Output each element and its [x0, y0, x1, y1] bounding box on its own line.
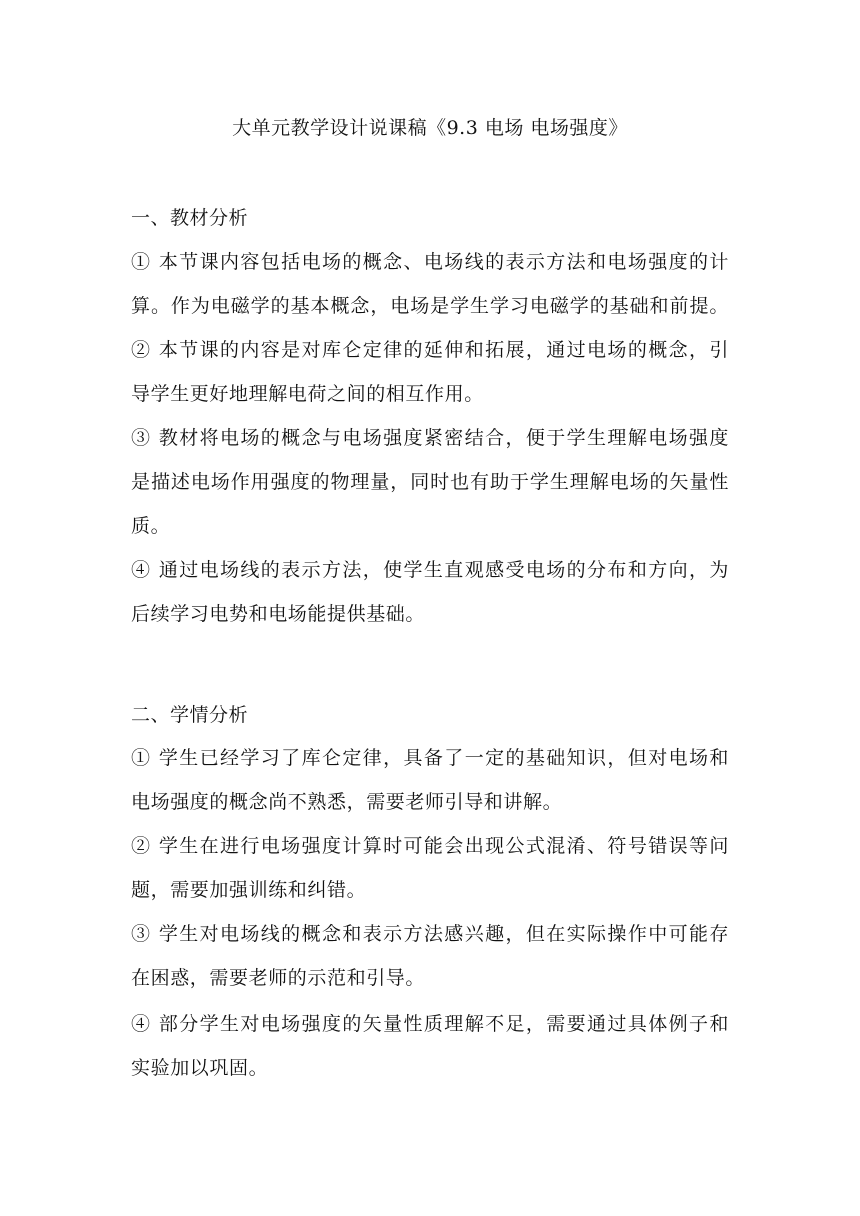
paragraph-line: ① 本节课内容包括电场的概念、电场线的表示方法和电场强度的计 — [131, 251, 729, 273]
document-title: 大单元教学设计说课稿《9.3 电场 电场强度》 — [232, 117, 628, 139]
paragraph-line: 电场强度的概念尚不熟悉，需要老师引导和讲解。 — [131, 791, 563, 813]
section-heading-textbook-analysis: 一、教材分析 — [131, 207, 249, 229]
paragraph-line: 算。作为电磁学的基本概念，电场是学生学习电磁学的基础和前提。 — [131, 295, 729, 317]
paragraph-line: 后续学习电势和电场能提供基础。 — [131, 603, 426, 625]
paragraph-textbook-4 — [131, 548, 729, 636]
paragraph-line: 题，需要加强训练和纠错。 — [131, 879, 367, 901]
paragraph-line: 导学生更好地理解电荷之间的相互作用。 — [131, 383, 484, 405]
paragraph-line: ① 学生已经学习了库仑定律，具备了一定的基础知识，但对电场和 — [131, 747, 729, 769]
paragraph-line: ③ 学生对电场线的概念和表示方法感兴趣，但在实际操作中可能存 — [131, 923, 729, 945]
paragraph-textbook-2 — [131, 328, 729, 416]
paragraph-student-2 — [131, 824, 729, 912]
paragraph-line: ④ 通过电场线的表示方法，使学生直观感受电场的分布和方向，为 — [131, 559, 729, 581]
paragraph-textbook-1 — [131, 240, 729, 328]
paragraph-line: 实验加以巩固。 — [131, 1057, 269, 1079]
section-heading-student-analysis: 二、学情分析 — [131, 704, 249, 726]
paragraph-line: 质。 — [131, 515, 171, 537]
paragraph-student-1 — [131, 736, 729, 824]
paragraph-line: ③ 教材将电场的概念与电场强度紧密结合，便于学生理解电场强度 — [131, 427, 729, 449]
paragraph-textbook-3 — [131, 416, 729, 548]
paragraph-student-4 — [131, 1002, 729, 1090]
paragraph-line: ② 学生在进行电场强度计算时可能会出现公式混淆、符号错误等问 — [131, 835, 729, 857]
paragraph-line: 在困惑，需要老师的示范和引导。 — [131, 967, 426, 989]
paragraph-line: 是描述电场作用强度的物理量，同时也有助于学生理解电场的矢量性 — [131, 471, 729, 493]
paragraph-student-3 — [131, 912, 729, 1000]
paragraph-line: ④ 部分学生对电场强度的矢量性质理解不足，需要通过具体例子和 — [131, 1013, 729, 1035]
paragraph-line: ② 本节课的内容是对库仑定律的延伸和拓展，通过电场的概念，引 — [131, 339, 729, 361]
